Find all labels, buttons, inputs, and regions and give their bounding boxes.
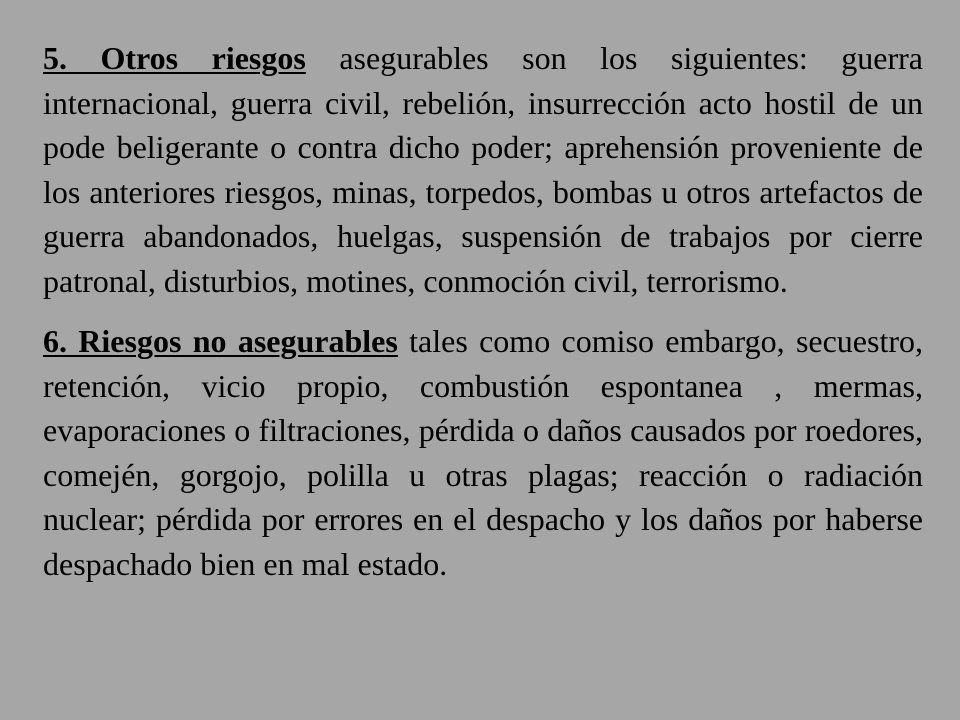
heading-riesgos-no-asegurables: 6. Riesgos no asegurables: [43, 323, 398, 359]
slide-content: [43, 36, 923, 586]
body-riesgos-no-asegurables: tales como comiso embargo, secuestro, retención, vicio propio, combustión espontanea , mermas, evaporaciones o filtraciones, pérdida o daños causados por roedores, comején, gorgojo, polilla u otras plagas; reacción o radiación nuclear; pérdida por errores en el despacho y los daños por haberse despachado bien en mal estado.: [43, 323, 924, 582]
heading-otros-riesgos: 5. Otros riesgos: [43, 40, 306, 76]
paragraph-otros-riesgos: [43, 36, 923, 303]
paragraph-riesgos-no-asegurables: [43, 319, 923, 586]
body-otros-riesgos: asegurables son los siguientes: guerra internacional, guerra civil, rebelión, insurrección acto hostil de un pode beligerante o contra dicho poder; aprehensión proveniente de los anteriores riesgos, minas, torpedos, bombas u otros artefactos de guerra abandonados, huelgas, suspensión de trabajos por cierre patronal, disturbios, motines, conmoción civil, terrorismo.: [43, 40, 924, 299]
